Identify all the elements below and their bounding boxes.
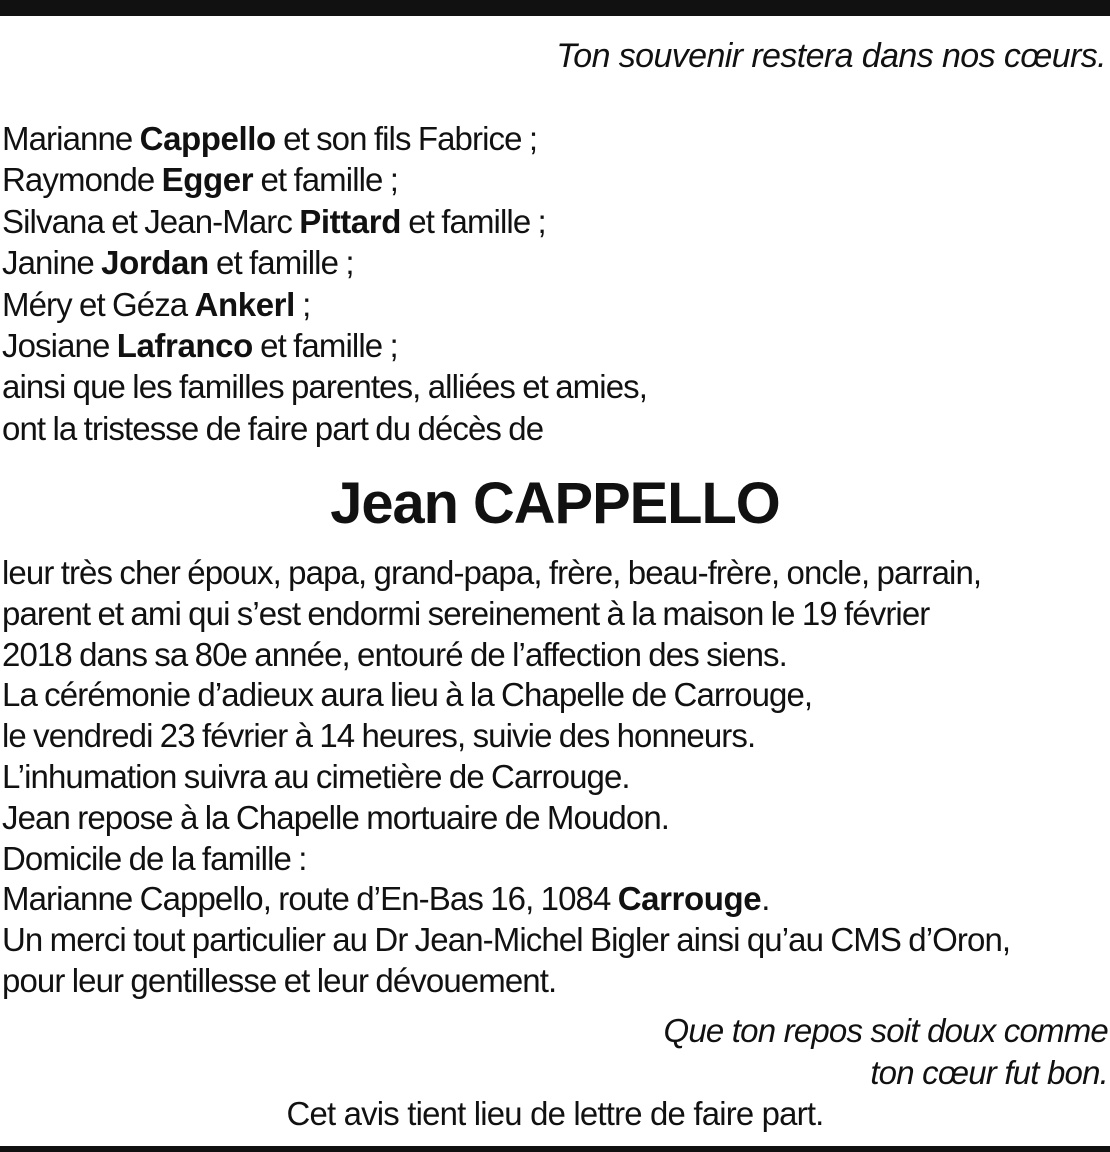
bottom-rule xyxy=(0,1146,1110,1152)
body-line: le vendredi 23 février à 14 heures, suivie des honneurs. xyxy=(2,717,756,755)
body-line: Jean repose à la Chapelle mortuaire de Moudon. xyxy=(2,798,670,836)
closing-verse-line: Que ton repos soit doux comme xyxy=(663,1012,1108,1049)
family-line: Josiane Lafranco et famille ; xyxy=(2,327,398,365)
family-surname: Jordan xyxy=(101,244,209,282)
body-line: L’inhumation suivra au cimetière de Carrouge. xyxy=(2,757,630,795)
family-line: Méry et Géza Ankerl ; xyxy=(2,285,311,323)
family-surname: Egger xyxy=(161,161,254,199)
address-line: Marianne Cappello, route d’En-Bas 16, 1084 Carrouge. xyxy=(2,880,770,918)
notice-line: Cet avis tient lieu de lettre de faire part. xyxy=(286,1095,824,1132)
family-surname: Pittard xyxy=(299,202,401,240)
thanks-line: Un merci tout particulier au Dr Jean-Michel Bigler ainsi qu’au CMS d’Oron, xyxy=(2,921,1011,959)
announcement-line: ont la tristesse de faire part du décès de xyxy=(2,409,544,447)
body-line: leur très cher époux, papa, grand-papa, frère, beau-frère, oncle, parrain, xyxy=(2,554,982,591)
body-line: La cérémonie d’adieux aura lieu à la Chapelle de Carrouge, xyxy=(2,676,813,714)
deceased-name: Jean CAPPELLO xyxy=(330,471,780,536)
families-list xyxy=(2,118,1108,449)
family-line: Janine Jordan et famille ; xyxy=(2,244,354,282)
top-rule xyxy=(0,0,1110,16)
family-surname: Lafranco xyxy=(116,327,253,365)
body-line: 2018 dans sa 80e année, entouré de l’affection des siens. xyxy=(2,635,787,673)
epigraph: Ton souvenir restera dans nos cœurs. xyxy=(556,37,1106,75)
family-line: Raymonde Egger et famille ; xyxy=(2,161,399,199)
family-line: Marianne Cappello et son fils Fabrice ; xyxy=(2,120,538,157)
family-surname: Cappello xyxy=(139,120,276,157)
family-surname: Ankerl xyxy=(194,285,295,323)
obituary-body xyxy=(2,553,1108,1002)
body-line: parent et ami qui s’est endormi sereinement à la maison le 19 février xyxy=(2,594,930,632)
body-line: Domicile de la famille : xyxy=(2,839,307,877)
thanks-line: pour leur gentillesse et leur dévouement. xyxy=(2,961,557,999)
closing-verse xyxy=(663,1010,1108,1094)
family-line: Silvana et Jean-Marc Pittard et famille ; xyxy=(2,202,546,240)
address-town: Carrouge xyxy=(617,880,762,918)
relatives-line: ainsi que les familles parentes, alliées et amies, xyxy=(2,368,648,406)
closing-verse-line: ton cœur fut bon. xyxy=(870,1054,1108,1091)
